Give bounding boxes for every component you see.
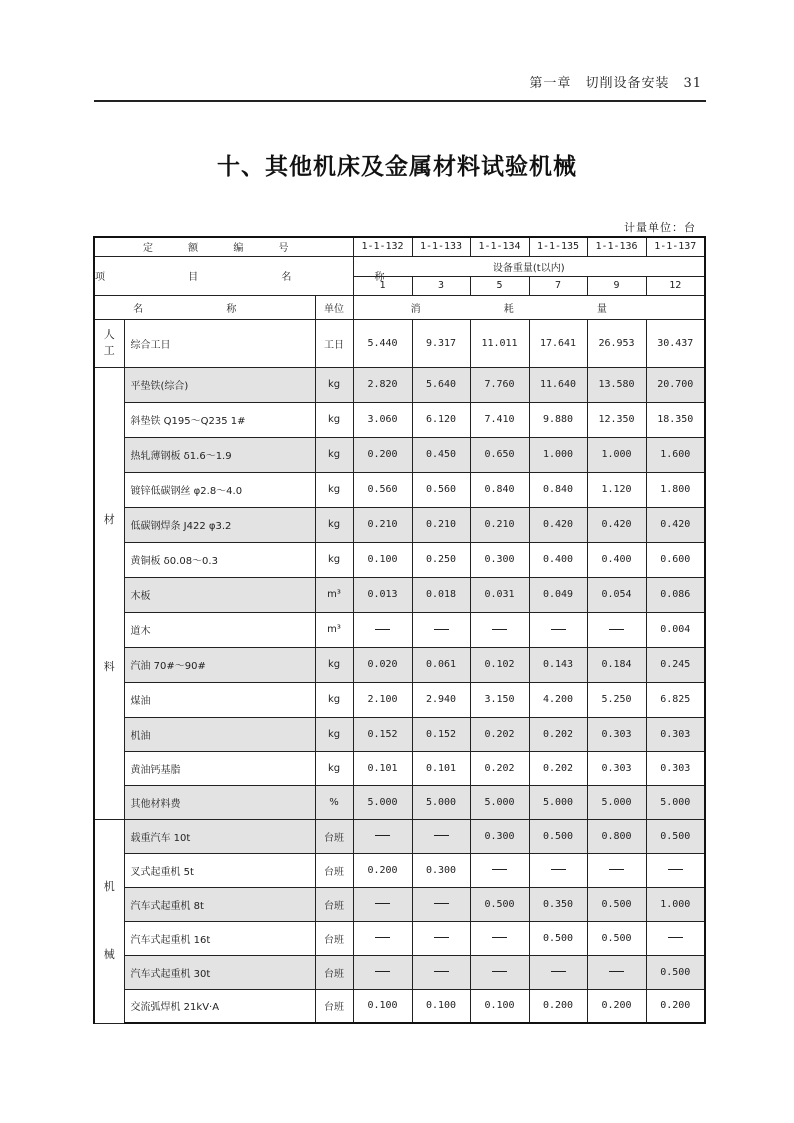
consumption-value: 0.200 <box>353 853 412 887</box>
category-char: 料 <box>103 659 115 673</box>
consumption-value: 0.450 <box>412 437 470 472</box>
item-name: 镀锌低碳钢丝 φ2.8～4.0 <box>124 472 315 507</box>
consumption-value <box>470 921 529 955</box>
table-row <box>94 717 705 751</box>
consumption-value: 0.500 <box>470 887 529 921</box>
consumption-value: 0.500 <box>529 921 587 955</box>
item-unit: 工日 <box>315 319 353 367</box>
consumption-value <box>353 887 412 921</box>
consumption-value: 0.303 <box>646 751 705 785</box>
consumption-value: 5.000 <box>646 785 705 819</box>
item-name: 煤油 <box>124 682 315 717</box>
dash-mark <box>668 869 683 870</box>
consumption-value: 0.500 <box>529 819 587 853</box>
consumption-value: 0.303 <box>587 717 646 751</box>
item-name: 汽车式起重机 30t <box>124 955 315 989</box>
consumption-value: 0.061 <box>412 647 470 682</box>
consumption-value: 0.210 <box>470 507 529 542</box>
table-row <box>94 853 705 887</box>
consumption-value: 0.500 <box>646 955 705 989</box>
consumption-value: 5.000 <box>412 785 470 819</box>
table-row <box>94 751 705 785</box>
consumption-value: 0.300 <box>470 819 529 853</box>
consumption-value: 0.650 <box>470 437 529 472</box>
page-title: 十、其他机床及金属材料试验机械 <box>217 153 577 180</box>
consumption-value <box>529 955 587 989</box>
consumption-value: 2.940 <box>412 682 470 717</box>
unit-column-header: 单位 <box>315 295 353 319</box>
consumption-value: 0.031 <box>470 577 529 612</box>
item-unit: 台班 <box>315 819 353 853</box>
item-unit: kg <box>315 507 353 542</box>
consumption-value: 11.011 <box>470 319 529 367</box>
consumption-value <box>412 819 470 853</box>
consumption-value: 0.500 <box>587 887 646 921</box>
consumption-value <box>412 921 470 955</box>
dash-mark <box>609 971 624 972</box>
unit-note: 计量单位：台 <box>624 221 696 234</box>
consumption-value: 5.440 <box>353 319 412 367</box>
dash-mark <box>375 937 390 938</box>
dash-mark <box>434 903 449 904</box>
item-unit: 台班 <box>315 989 353 1023</box>
consumption-value: 0.500 <box>587 921 646 955</box>
dash-mark <box>434 629 449 630</box>
consumption-value: 18.350 <box>646 402 705 437</box>
item-unit: 台班 <box>315 955 353 989</box>
consumption-value: 1.120 <box>587 472 646 507</box>
item-unit: m³ <box>315 612 353 647</box>
category-char: 机 <box>103 880 115 893</box>
table-row <box>94 542 705 577</box>
table-row <box>94 612 705 647</box>
weight-param-header: 设备重量(t以内) <box>353 256 705 276</box>
consumption-value: 0.101 <box>353 751 412 785</box>
consumption-value <box>587 853 646 887</box>
item-unit: kg <box>315 542 353 577</box>
item-name: 汽车式起重机 8t <box>124 887 315 921</box>
consumption-value: 0.152 <box>412 717 470 751</box>
item-name: 斜垫铁 Q195～Q235 1# <box>124 402 315 437</box>
consumption-value: 9.880 <box>529 402 587 437</box>
category-cell <box>94 819 124 1023</box>
dash-mark <box>551 629 566 630</box>
consumption-value: 5.000 <box>470 785 529 819</box>
header-rule <box>94 100 706 102</box>
consumption-value: 0.100 <box>470 989 529 1023</box>
consumption-value: 13.580 <box>587 367 646 402</box>
consumption-value <box>646 921 705 955</box>
consumption-value: 0.100 <box>412 989 470 1023</box>
consumption-value: 0.840 <box>470 472 529 507</box>
consumption-value: 2.100 <box>353 682 412 717</box>
consumption-value: 0.420 <box>529 507 587 542</box>
consumption-value: 11.640 <box>529 367 587 402</box>
item-name: 机油 <box>124 717 315 751</box>
table-row <box>94 819 705 853</box>
consumption-value: 17.641 <box>529 319 587 367</box>
consumption-value <box>529 853 587 887</box>
consumption-value: 30.437 <box>646 319 705 367</box>
quota-number-header: 定 额 编 号 <box>94 237 353 256</box>
weight-value: 9 <box>587 276 646 295</box>
consumption-value: 0.100 <box>353 542 412 577</box>
consumption-value: 0.560 <box>412 472 470 507</box>
consumption-value: 0.350 <box>529 887 587 921</box>
category-char: 工 <box>103 344 115 357</box>
consumption-value: 0.200 <box>353 437 412 472</box>
consumption-value: 1.600 <box>646 437 705 472</box>
dash-mark <box>434 835 449 836</box>
consumption-value: 4.200 <box>529 682 587 717</box>
consumption-value: 0.202 <box>470 751 529 785</box>
quota-code: 1-1-136 <box>587 237 646 256</box>
consumption-value: 0.086 <box>646 577 705 612</box>
item-name: 道木 <box>124 612 315 647</box>
consumption-value: 0.004 <box>646 612 705 647</box>
item-name: 木板 <box>124 577 315 612</box>
dash-mark <box>375 971 390 972</box>
consumption-value: 0.303 <box>587 751 646 785</box>
consumption-value: 9.317 <box>412 319 470 367</box>
dash-mark <box>492 869 507 870</box>
consumption-value: 0.300 <box>412 853 470 887</box>
consumption-value: 0.210 <box>412 507 470 542</box>
dash-mark <box>492 629 507 630</box>
consumption-value <box>587 955 646 989</box>
consumption-value: 0.020 <box>353 647 412 682</box>
dash-mark <box>668 937 683 938</box>
consumption-value: 0.054 <box>587 577 646 612</box>
consumption-value: 12.350 <box>587 402 646 437</box>
dash-mark <box>375 835 390 836</box>
consumption-value <box>353 612 412 647</box>
consumption-value: 0.202 <box>470 717 529 751</box>
consumption-value: 0.018 <box>412 577 470 612</box>
consumption-value: 0.200 <box>646 989 705 1023</box>
consumption-value: 0.245 <box>646 647 705 682</box>
table-row <box>94 682 705 717</box>
category-char: 人 <box>103 328 115 341</box>
item-unit: kg <box>315 472 353 507</box>
quota-code: 1-1-134 <box>470 237 529 256</box>
table-row <box>94 955 705 989</box>
consumption-value: 0.500 <box>646 819 705 853</box>
weight-value: 5 <box>470 276 529 295</box>
item-unit: kg <box>315 647 353 682</box>
item-unit: 台班 <box>315 921 353 955</box>
dash-mark <box>551 869 566 870</box>
item-name: 其他材料费 <box>124 785 315 819</box>
consumption-value: 0.143 <box>529 647 587 682</box>
running-head <box>515 72 702 91</box>
consumption-value: 1.000 <box>587 437 646 472</box>
quota-code: 1-1-133 <box>412 237 470 256</box>
consumption-value: 0.420 <box>646 507 705 542</box>
table-row <box>94 367 705 402</box>
category-char: 材 <box>103 512 115 526</box>
item-unit: kg <box>315 682 353 717</box>
consumption-value: 0.300 <box>470 542 529 577</box>
section-label: 切削设备安装 <box>585 76 670 91</box>
dash-mark <box>609 869 624 870</box>
dash-mark <box>375 903 390 904</box>
consumption-value: 0.202 <box>529 717 587 751</box>
consumption-value: 0.400 <box>587 542 646 577</box>
table-row <box>94 472 705 507</box>
item-name: 黄铜板 δ0.08～0.3 <box>124 542 315 577</box>
table-row <box>94 647 705 682</box>
consumption-value: 6.825 <box>646 682 705 717</box>
item-unit: % <box>315 785 353 819</box>
item-name-header: 项 目 名 称 <box>94 256 353 295</box>
consumption-value <box>353 955 412 989</box>
item-unit: 台班 <box>315 887 353 921</box>
item-unit: kg <box>315 751 353 785</box>
dash-mark <box>434 971 449 972</box>
item-unit: kg <box>315 717 353 751</box>
consumption-value <box>412 955 470 989</box>
weight-value: 3 <box>412 276 470 295</box>
quota-code: 1-1-135 <box>529 237 587 256</box>
consumption-value: 0.013 <box>353 577 412 612</box>
consumption-value: 0.049 <box>529 577 587 612</box>
consumption-value: 0.200 <box>587 989 646 1023</box>
item-unit: kg <box>315 367 353 402</box>
item-name: 黄油钙基脂 <box>124 751 315 785</box>
consumption-value: 0.200 <box>529 989 587 1023</box>
consumption-value: 5.000 <box>529 785 587 819</box>
consumption-value: 0.101 <box>412 751 470 785</box>
item-name: 汽车式起重机 16t <box>124 921 315 955</box>
consumption-value <box>470 955 529 989</box>
category-char: 械 <box>103 948 115 961</box>
weight-value: 7 <box>529 276 587 295</box>
page-number: 31 <box>683 76 702 91</box>
item-name: 载重汽车 10t <box>124 819 315 853</box>
weight-value: 12 <box>646 276 705 295</box>
quota-code: 1-1-137 <box>646 237 705 256</box>
consumption-value: 2.820 <box>353 367 412 402</box>
item-name: 叉式起重机 5t <box>124 853 315 887</box>
consumption-value <box>412 612 470 647</box>
dash-mark <box>492 971 507 972</box>
item-name: 汽油 70#～90# <box>124 647 315 682</box>
consumption-value <box>412 887 470 921</box>
item-name: 平垫铁(综合) <box>124 367 315 402</box>
item-name: 综合工日 <box>124 319 315 367</box>
consumption-value: 6.120 <box>412 402 470 437</box>
consumption-value: 26.953 <box>587 319 646 367</box>
dash-mark <box>609 629 624 630</box>
consumption-value: 7.410 <box>470 402 529 437</box>
table-row <box>94 577 705 612</box>
consumption-value: 0.102 <box>470 647 529 682</box>
consumption-value: 0.100 <box>353 989 412 1023</box>
item-name: 交流弧焊机 21kV·A <box>124 989 315 1023</box>
consumption-value: 0.250 <box>412 542 470 577</box>
consumption-value: 1.800 <box>646 472 705 507</box>
table-row <box>94 785 705 819</box>
table-row <box>94 319 705 367</box>
chapter-label: 第一章 <box>529 76 572 91</box>
consumption-value: 0.600 <box>646 542 705 577</box>
weight-value: 1 <box>353 276 412 295</box>
quota-code: 1-1-132 <box>353 237 412 256</box>
table-row <box>94 507 705 542</box>
consumption-header: 消 耗 量 <box>353 295 705 319</box>
consumption-value: 3.060 <box>353 402 412 437</box>
table-row <box>94 402 705 437</box>
consumption-value: 1.000 <box>529 437 587 472</box>
consumption-value: 0.303 <box>646 717 705 751</box>
item-unit: kg <box>315 402 353 437</box>
consumption-value: 0.560 <box>353 472 412 507</box>
consumption-value: 3.150 <box>470 682 529 717</box>
dash-mark <box>434 937 449 938</box>
item-name: 低碳钢焊条 J422 φ3.2 <box>124 507 315 542</box>
category-cell <box>94 367 124 819</box>
table-row <box>94 887 705 921</box>
consumption-value: 0.152 <box>353 717 412 751</box>
consumption-value: 20.700 <box>646 367 705 402</box>
consumption-value: 7.760 <box>470 367 529 402</box>
consumption-value: 0.840 <box>529 472 587 507</box>
consumption-value <box>646 853 705 887</box>
table-row <box>94 437 705 472</box>
consumption-value <box>353 921 412 955</box>
consumption-value <box>587 612 646 647</box>
consumption-value: 0.184 <box>587 647 646 682</box>
name-column-header: 名 称 <box>94 295 315 319</box>
consumption-value <box>529 612 587 647</box>
item-name: 热轧薄钢板 δ1.6～1.9 <box>124 437 315 472</box>
dash-mark <box>551 971 566 972</box>
consumption-value <box>353 819 412 853</box>
consumption-value: 0.420 <box>587 507 646 542</box>
consumption-value: 0.210 <box>353 507 412 542</box>
quota-table <box>93 236 706 1024</box>
consumption-value: 5.000 <box>587 785 646 819</box>
consumption-value: 1.000 <box>646 887 705 921</box>
consumption-value <box>470 612 529 647</box>
table-row <box>94 921 705 955</box>
item-unit: kg <box>315 437 353 472</box>
consumption-value: 5.250 <box>587 682 646 717</box>
dash-mark <box>375 629 390 630</box>
consumption-value: 0.400 <box>529 542 587 577</box>
consumption-value: 0.202 <box>529 751 587 785</box>
consumption-value <box>470 853 529 887</box>
item-unit: m³ <box>315 577 353 612</box>
table-row <box>94 989 705 1023</box>
consumption-value: 5.640 <box>412 367 470 402</box>
dash-mark <box>492 937 507 938</box>
item-unit: 台班 <box>315 853 353 887</box>
consumption-value: 0.800 <box>587 819 646 853</box>
category-cell <box>94 319 124 367</box>
consumption-value: 5.000 <box>353 785 412 819</box>
